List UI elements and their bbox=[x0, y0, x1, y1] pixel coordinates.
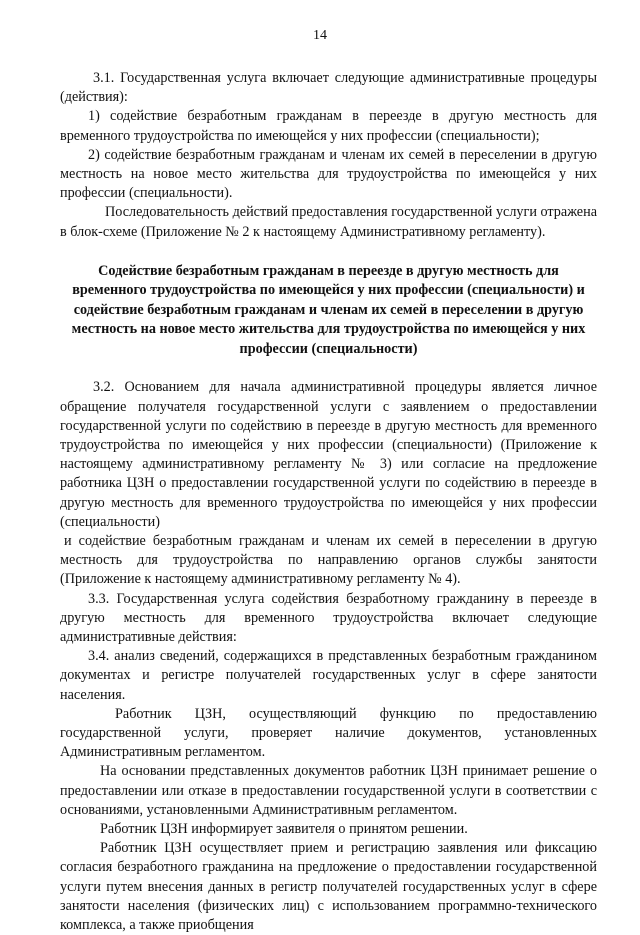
paragraph-decision: На основании представленных документов работник ЦЗН принимает решение о предоставлении или отказе в предоставлении государственной услуги в соответствии с основаниями, установленными Административным регламентом. bbox=[60, 763, 597, 818]
paragraph-3-4: 3.4. анализ сведений, содержащихся в представленных безработным гражданином документах и регистре получателей государственных услуг в сфере занятости населения. bbox=[60, 648, 597, 703]
paragraph-item-2: 2) содействие безработным гражданам и членам их семей в переселении в другую местность на новое место жительства для трудоустройства по имеющейся у них профессии (специальности). bbox=[60, 146, 597, 202]
paragraph-3-2-continued: и содействие безработным гражданам и членам их семей в переселении в другую местность для трудоустройства по направлению органов службы занятости (Приложение к настоящему административному регламенту № 4). bbox=[60, 532, 597, 588]
paragraph-item-1: 1) содействие безработным гражданам в переезде в другую местность для временного трудоустройства по имеющейся у них профессии (специальности); bbox=[60, 108, 597, 144]
page-number: 14 bbox=[313, 28, 327, 43]
section-heading: Содействие безработным гражданам в переезде в другую местность для временного трудоустройства по имеющейся у них профессии (специальности) и содействие безработным гражданам и членам их семей в переселении в другую местность на новое место жительства для трудоустройства по имеющейся у них профессии (специальности) bbox=[71, 262, 586, 357]
document-body bbox=[60, 69, 597, 935]
paragraph-sequence: Последовательность действий предоставления государственной услуги отражена в блок-схеме (Приложение № 2 к настоящему Административному регламенту). bbox=[60, 204, 597, 240]
paragraph-3-3: 3.3. Государственная услуга содействия безработному гражданину в переезде в другую местность для временного трудоустройства включает следующие административные действия: bbox=[60, 590, 597, 645]
paragraph-worker-checks: Работник ЦЗН, осуществляющий функцию по предоставлению государственной услуги, проверяет наличие документов, установленных Административным регламентом. bbox=[60, 705, 597, 761]
paragraph-registration: Работник ЦЗН осуществляет прием и регистрацию заявления или фиксацию согласия безработного гражданина на предложение о предоставлении государственной услуги путем внесения данных в регистр получателей государственных услуг в сфере занятости населения (физических лиц) с использованием программно-технического комплекса, а также приобщения bbox=[60, 840, 597, 934]
paragraph-3-1: 3.1. Государственная услуга включает следующие административные процедуры (действия): bbox=[60, 70, 597, 106]
paragraph-inform: Работник ЦЗН информирует заявителя о принятом решении. bbox=[100, 821, 468, 837]
paragraph-3-2: 3.2. Основанием для начала административной процедуры является личное обращение получателя государственной услуги с заявлением о предоставлении государственной услуги по содействию в переезде в другую местность для временного трудоустройства по имеющейся у них профессии (специальности) (Приложение к настоящему административному регламенту № 3) или согласие на предложение работника ЦЗН о предоставлении государственной услуги по содействию в переезде в другую местность для временного трудоустройства по имеющейся у них профессии (специальности) bbox=[60, 379, 597, 530]
